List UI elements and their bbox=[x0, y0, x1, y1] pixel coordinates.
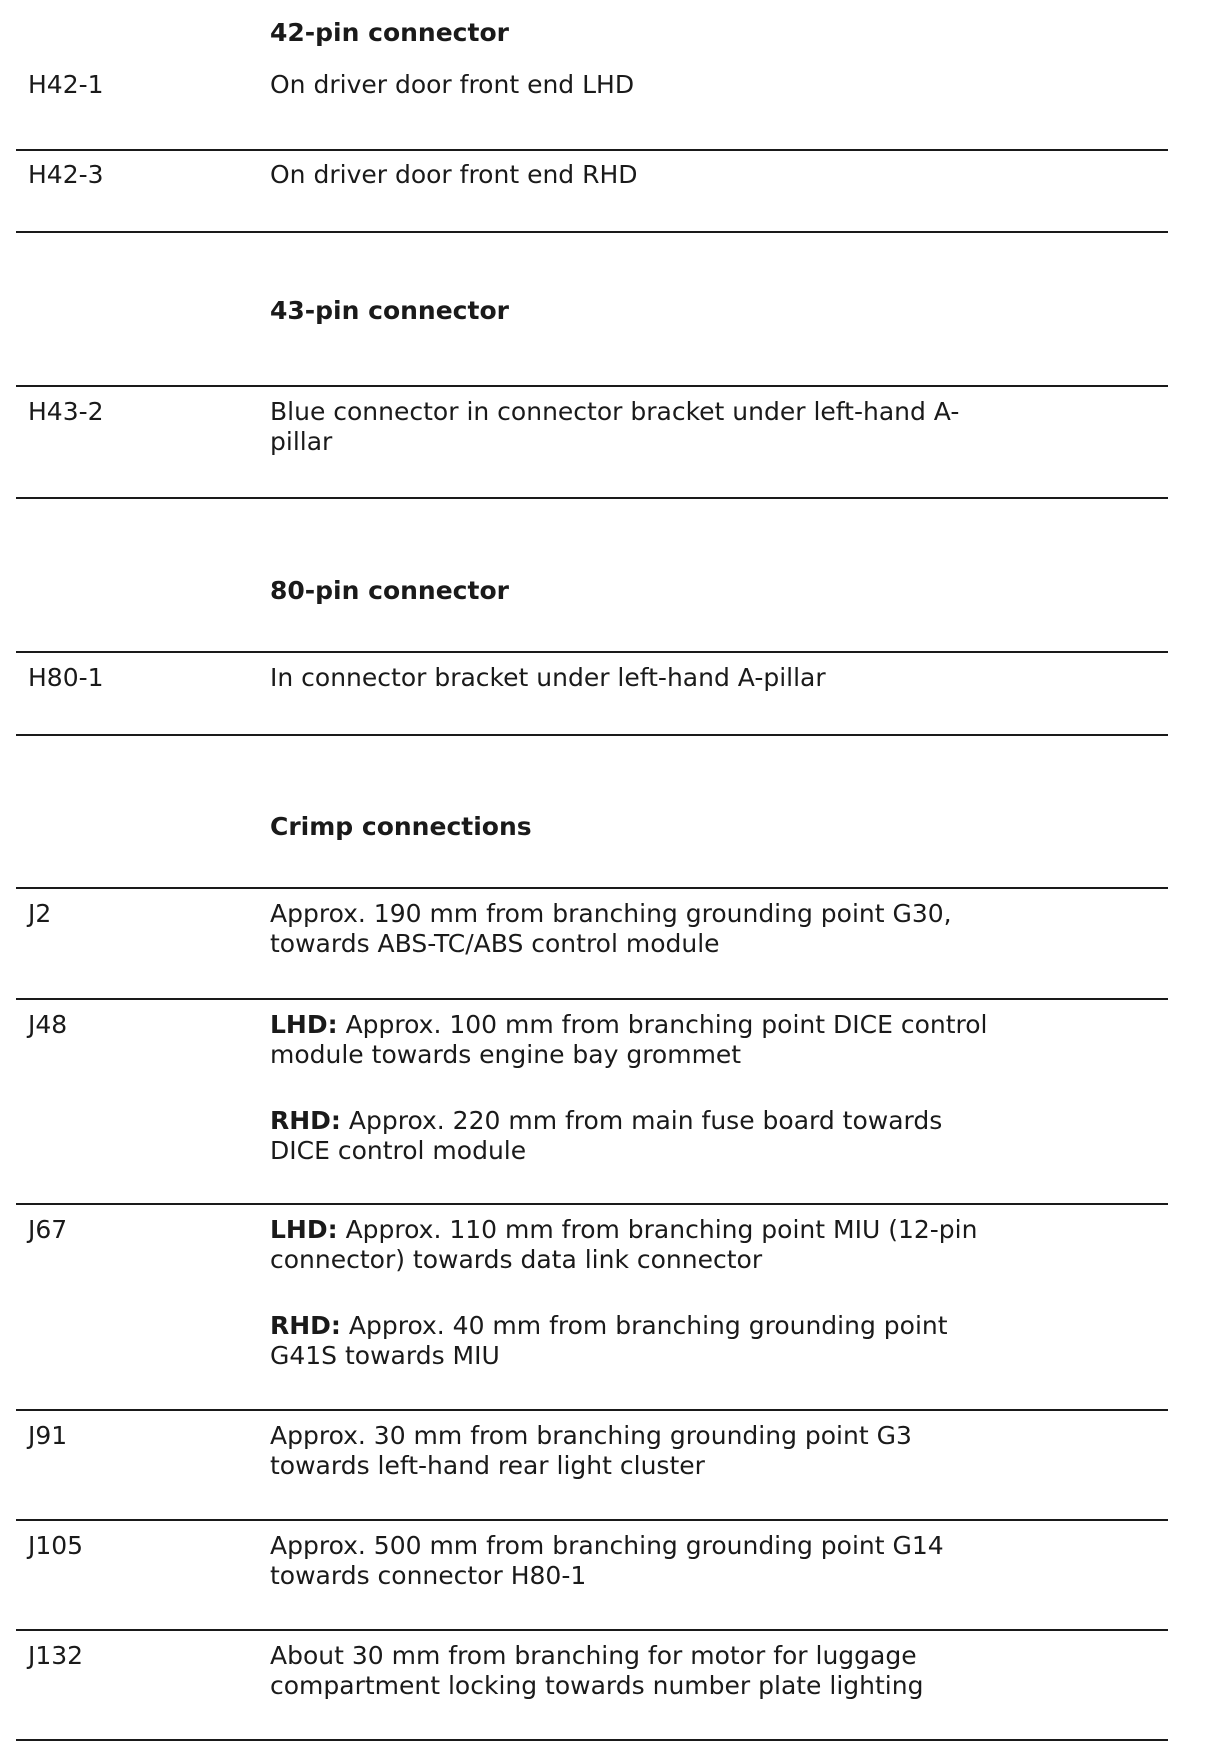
rhd-note bbox=[270, 1106, 1010, 1166]
crimp-id: J67 bbox=[28, 1215, 68, 1244]
crimp-id: J48 bbox=[28, 1010, 68, 1039]
crimp-id: J2 bbox=[28, 899, 52, 928]
connector-location: On driver door front end LHD bbox=[270, 70, 635, 99]
row-divider bbox=[16, 1203, 1168, 1205]
section-heading-43-pin: 43-pin connector bbox=[270, 296, 509, 325]
lhd-text: Approx. 110 mm from branching point MIU (12-pin connector) towards data link connector bbox=[270, 1215, 978, 1274]
row-divider bbox=[16, 1739, 1168, 1741]
lhd-note bbox=[270, 1215, 1010, 1275]
connector-location: In connector bracket under left-hand A-pillar bbox=[270, 663, 826, 692]
row-divider bbox=[16, 651, 1168, 653]
lhd-label: LHD: bbox=[270, 1215, 338, 1244]
section-heading-42-pin: 42-pin connector bbox=[270, 18, 509, 47]
crimp-id: J132 bbox=[28, 1641, 84, 1670]
lhd-note bbox=[270, 1010, 1010, 1070]
connector-id: H42-1 bbox=[28, 70, 104, 99]
row-divider bbox=[16, 231, 1168, 233]
section-heading-80-pin: 80-pin connector bbox=[270, 576, 509, 605]
connector-location: Blue connector in connector bracket under left-hand A-pillar bbox=[270, 397, 960, 456]
rhd-text: Approx. 220 mm from main fuse board towards DICE control module bbox=[270, 1106, 943, 1165]
lhd-label: LHD: bbox=[270, 1010, 338, 1039]
crimp-location: Approx. 500 mm from branching grounding point G14 towards connector H80-1 bbox=[270, 1531, 944, 1590]
row-divider bbox=[16, 1519, 1168, 1521]
connector-location: On driver door front end RHD bbox=[270, 160, 638, 189]
row-divider bbox=[16, 998, 1168, 1000]
lhd-text: Approx. 100 mm from branching point DICE control module towards engine bay grommet bbox=[270, 1010, 988, 1069]
crimp-id: J105 bbox=[28, 1531, 84, 1560]
row-divider bbox=[16, 734, 1168, 736]
connector-id: H42-3 bbox=[28, 160, 104, 189]
crimp-location bbox=[270, 1215, 1010, 1371]
crimp-location: Approx. 190 mm from branching grounding point G30, towards ABS-TC/ABS control module bbox=[270, 899, 952, 958]
connector-id: H43-2 bbox=[28, 397, 104, 426]
row-divider bbox=[16, 385, 1168, 387]
row-divider bbox=[16, 887, 1168, 889]
row-divider bbox=[16, 149, 1168, 151]
rhd-label: RHD: bbox=[270, 1311, 341, 1340]
connector-id: H80-1 bbox=[28, 663, 104, 692]
crimp-location: Approx. 30 mm from branching grounding point G3 towards left-hand rear light cluster bbox=[270, 1421, 912, 1480]
section-heading-crimp: Crimp connections bbox=[270, 812, 532, 841]
crimp-id: J91 bbox=[28, 1421, 68, 1450]
rhd-text: Approx. 40 mm from branching grounding point G41S towards MIU bbox=[270, 1311, 948, 1370]
rhd-label: RHD: bbox=[270, 1106, 341, 1135]
row-divider bbox=[16, 497, 1168, 499]
crimp-location: About 30 mm from branching for motor for luggage compartment locking towards number plate lighting bbox=[270, 1641, 924, 1700]
rhd-note bbox=[270, 1311, 1010, 1371]
crimp-location bbox=[270, 1010, 1010, 1166]
row-divider bbox=[16, 1409, 1168, 1411]
row-divider bbox=[16, 1629, 1168, 1631]
